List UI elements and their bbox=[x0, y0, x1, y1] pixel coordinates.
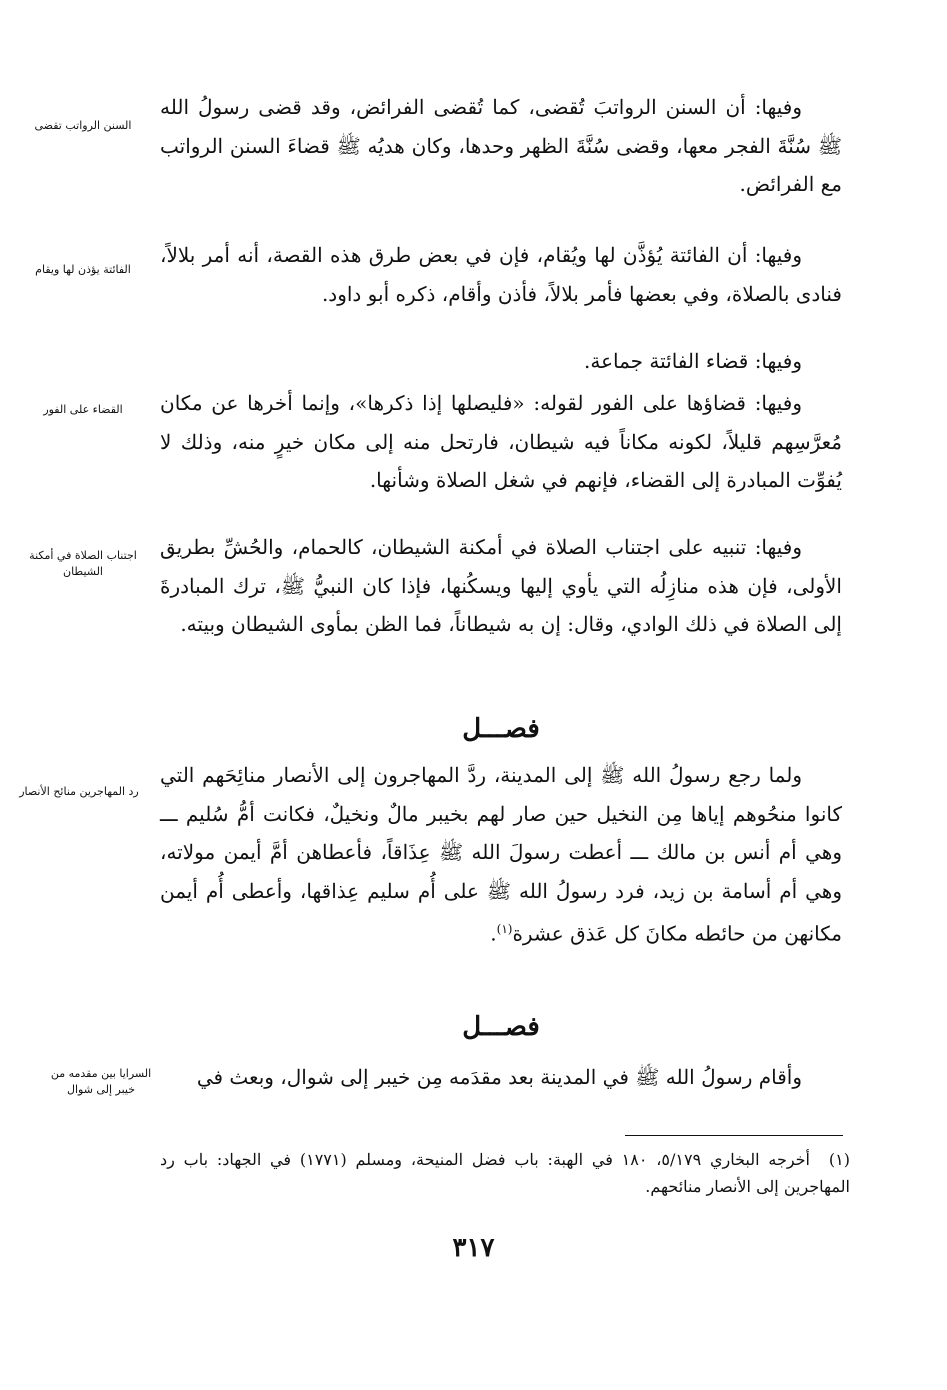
paragraph-manaih-text: ولما رجع رسولُ الله ﷺ إلى المدينة، ردَّ المهاجرون إلى الأنصار منائِحَهم التي كانوا منحُوهم إياها مِن النخيل حين صار لهم بخيبر مالٌ ونخيلٌ، فكانت أمُّ سُليم ـــ وهي أم أنس بن مالك ـــ أعطت رسولَ الله ﷺ عِذَاقاً، فأعطاهن أمَّ أيمن مولاته، وهي أم أسامة بن زيد، فرد رسولُ الله ﷺ على أُم سليم عِذاقها، وأعطى أُم أيمن مكانهن من حائطه مكانَ كل عَذق عشرة bbox=[160, 763, 842, 946]
margin-note: اجتناب الصلاة في أمكنة الشيطان bbox=[29, 549, 137, 578]
paragraph-qada-fawr: وفيها: قضاؤها على الفور لقوله: «فليصلها إذا ذكرها»، وإنما أخرها عن مكان مُعرَّسِهم قليلاً، لكونه مكاناً فيه شيطان، فارتحل منه إلى مكان خيرٍ منه، وذلك لا يُفوِّت المبادرة إلى القضاء، فإنهم في شغل الصلاة وشأنها. bbox=[160, 391, 842, 492]
margin-note: رد المهاجرين منائح الأنصار bbox=[19, 785, 139, 798]
paragraph-sunan-rawatib: وفيها: أن السنن الرواتبَ تُقضى، كما تُقضى الفرائض، وقد قضى رسولُ الله ﷺ سُنَّةَ الفجر معها، وقضى سُنَّةَ الظهر وحدها، وكان هديُه ﷺ قضاءَ السنن الرواتب مع الفرائض. bbox=[160, 95, 842, 196]
footnote-text: أخرجه البخاري ٥/١٧٩، ١٨٠ في الهبة: باب فضل المنيحة، ومسلم (١٧٧١) في الجهاد: باب رد المهاجرين إلى الأنصار منائحهم. bbox=[160, 1150, 850, 1196]
footnote-ref: (١) bbox=[496, 922, 513, 936]
section-heading: فصـــل bbox=[462, 1012, 540, 1042]
footnote-number: (١) bbox=[828, 1150, 850, 1169]
page-number: ٣١٧ bbox=[452, 1233, 495, 1263]
section-heading: فصـــل bbox=[462, 714, 540, 744]
margin-note: الفائتة يؤذن لها ويقام bbox=[35, 263, 131, 276]
footnote-divider bbox=[625, 1135, 843, 1136]
paragraph-adhan-faita: وفيها: أن الفائتة يُؤذَّن لها ويُقام، فإن في بعض طرق هذه القصة، أنه أمر بلالاً، فنادى بالصلاة، وفي بعضها فأمر بلالاً، فأذن وأقام، ذكره أبو داود. bbox=[160, 243, 842, 306]
paragraph-jamaa: وفيها: قضاء الفائتة جماعة. bbox=[584, 349, 802, 373]
footnote bbox=[160, 1146, 850, 1200]
paragraph-manaih-end: . bbox=[490, 921, 497, 946]
margin-note: القضاء على الفور bbox=[43, 403, 123, 416]
paragraph-amkinat-shaytan: وفيها: تنبيه على اجتناب الصلاة في أمكنة الشيطان، كالحمام، والحُشِّ بطريق الأولى، فإن هذه منازِلُه التي يأوي إليها ويسكُنها، فإذا كان النبيُّ ﷺ، ترك المبادرةَ إلى الصلاة في ذلك الوادي، وقال: إن به شيطاناً، فما الظن بمأوى الشيطان وبيته. bbox=[160, 535, 842, 636]
paragraph-saraya: وأقام رسولُ الله ﷺ في المدينة بعد مقدَمه مِن خيبر إلى شوال، وبعث في bbox=[196, 1065, 802, 1089]
paragraph-manaih bbox=[160, 756, 842, 953]
margin-note: السرايا بين مقدمه من خيبر إلى شوال bbox=[50, 1067, 152, 1096]
margin-note: السنن الرواتب تقضى bbox=[34, 119, 132, 132]
